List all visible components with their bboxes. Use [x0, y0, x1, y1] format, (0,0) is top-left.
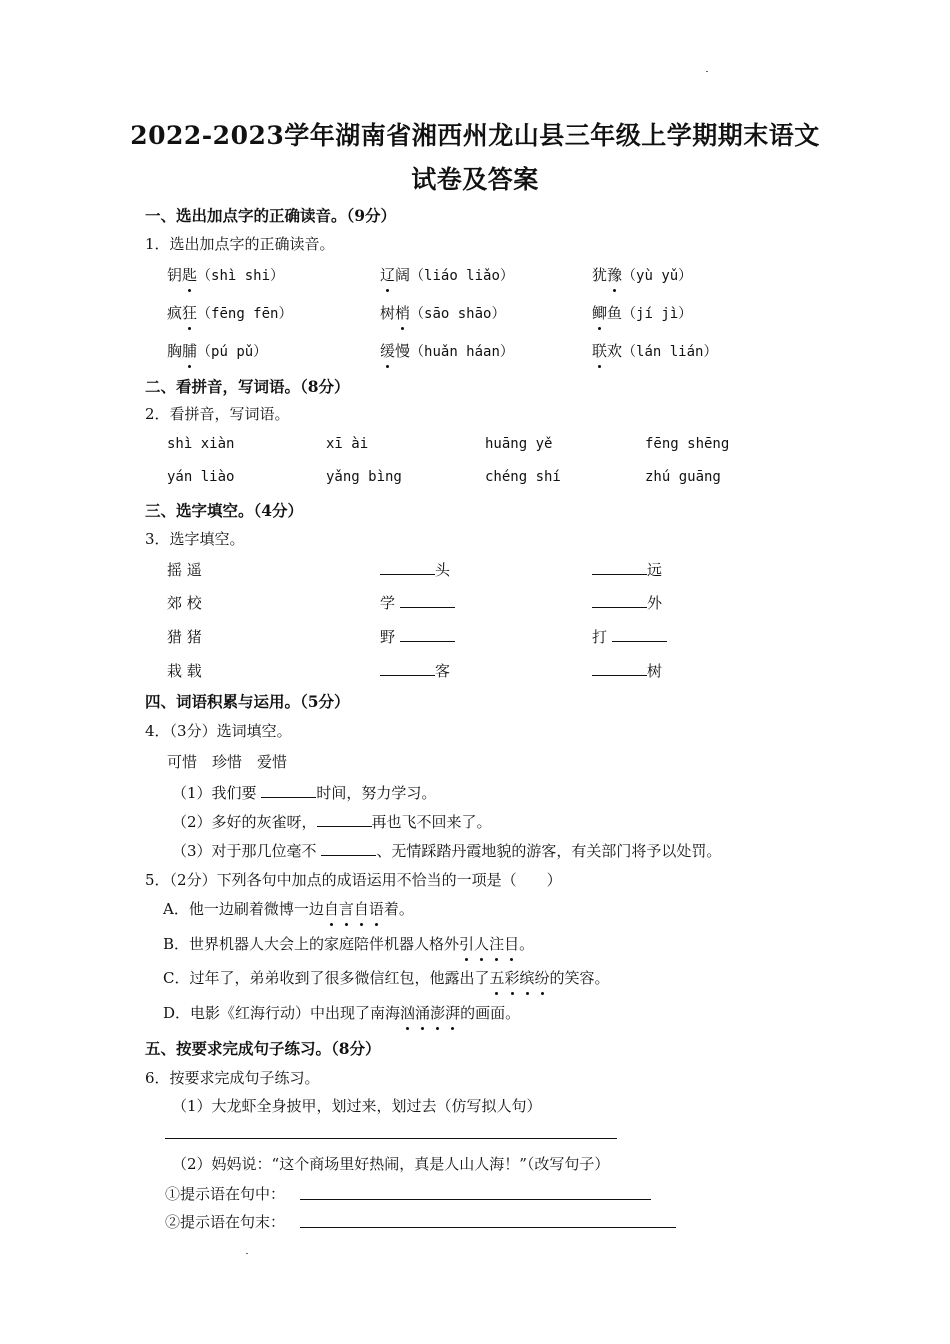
dot-char: 语	[368, 900, 384, 918]
answer-blank[interactable]	[592, 560, 647, 575]
page-title-line1: 2022-2023学年湖南省湘西州龙山县三年级上学期期末语文	[130, 121, 820, 150]
q3-stem: 3．选字填空。	[145, 530, 245, 548]
section-5-heading: 五、按要求完成句子练习。（8分）	[145, 1039, 381, 1058]
dotted-idiom	[489, 969, 549, 987]
dot-char: 人	[474, 935, 490, 953]
section-3-heading: 三、选字填空。（4分）	[145, 501, 304, 520]
dot-char: 湃	[445, 1004, 461, 1022]
q2-pinyin-5: yán liào	[167, 469, 235, 485]
dot-char: 自	[353, 900, 369, 918]
q3-pair-1: 摇 遥	[167, 561, 202, 579]
q6-answer-line-2a[interactable]	[300, 1199, 651, 1200]
q1-item-4: 疯狂（fēng fēn）	[167, 304, 293, 322]
dot-char: 匙	[182, 266, 198, 284]
dot-char: 涌	[415, 1004, 431, 1022]
bottom-dot-mark	[246, 1253, 248, 1254]
q3-fill-2a[interactable]: 学	[380, 592, 455, 613]
dot-char: 缤	[519, 969, 535, 987]
dotted-idiom	[400, 1004, 460, 1022]
q1-item-5: 树梢（sāo shāo）	[380, 304, 506, 322]
q2-pinyin-6: yǎng bìng	[326, 469, 402, 485]
dot-char: 五	[489, 969, 505, 987]
answer-blank[interactable]	[321, 841, 376, 856]
answer-blank[interactable]	[317, 812, 372, 827]
q1-item-1: 钥匙（shì shi）	[167, 266, 285, 284]
q6-part-1: （1）大龙虾全身披甲，划过来，划过去（仿写拟人句）	[172, 1097, 542, 1115]
q1-item-6: 鲫鱼（jí jì）	[592, 304, 693, 322]
dot-char: 注	[489, 935, 505, 953]
q3-pair-4: 栽 载	[167, 662, 202, 680]
dot-char: 梢	[395, 304, 411, 322]
answer-blank[interactable]	[592, 661, 647, 676]
dot-char: 澎	[430, 1004, 446, 1022]
q2-pinyin-4: fēng shēng	[645, 436, 730, 452]
q2-pinyin-1: shì xiàn	[167, 436, 235, 452]
dot-char: 汹	[400, 1004, 416, 1022]
q1-item-2: 辽阔（liáo liǎo）	[380, 266, 514, 284]
q5-stem: 5．（2分）下列各句中加点的成语运用不恰当的一项是（ ）	[145, 871, 562, 889]
q1-item-7: 胸脯（pú pǔ）	[167, 342, 268, 360]
q3-fill-3a[interactable]: 野	[380, 626, 455, 647]
q3-fill-2b[interactable]: 外	[592, 592, 662, 613]
q5-option-a[interactable]: A．他一边刷着微博一边自言自语着。	[163, 900, 414, 918]
q1-item-8: 缓慢（huǎn háan）	[380, 342, 514, 360]
q2-pinyin-7: chéng shí	[485, 469, 561, 485]
q2-pinyin-8: zhú guāng	[645, 469, 721, 485]
dotted-idiom	[324, 900, 384, 918]
answer-blank[interactable]	[400, 593, 455, 608]
dot-char: 缓	[380, 342, 396, 360]
top-dot-mark	[706, 71, 708, 72]
dot-char: 自	[323, 900, 339, 918]
q3-fill-3b[interactable]: 打	[592, 626, 667, 647]
answer-blank[interactable]	[261, 783, 316, 798]
page-title-line2: 试卷及答案	[411, 165, 539, 194]
q5-option-c[interactable]: C．过年了，弟弟收到了很多微信红包，他露出了五彩缤纷的笑容。	[163, 969, 610, 987]
dot-char: 纷	[534, 969, 550, 987]
dotted-idiom	[459, 935, 519, 953]
q6-part-2: （2）妈妈说：“这个商场里好热闹，真是人山人海！”（改写句子）	[172, 1155, 610, 1173]
dot-char: 豫	[607, 266, 623, 284]
dot-char: 彩	[504, 969, 520, 987]
dot-char: 引	[459, 935, 475, 953]
q4-word-choices: 可惜 珍惜 爱惜	[167, 753, 288, 771]
q5-option-d[interactable]: D．电影《红海行动）中出现了南海汹涌澎湃的画面。	[163, 1004, 521, 1022]
q3-fill-4a[interactable]: 客	[380, 660, 450, 681]
q4-stem: 4．（3分）选词填空。	[145, 722, 292, 740]
q4-sentence-2: （2）多好的灰雀呀， 再也飞不回来了。	[172, 813, 492, 831]
q2-stem: 2．看拼音，写词语。	[145, 405, 290, 423]
q3-fill-1b[interactable]: 远	[592, 559, 662, 580]
section-2-heading: 二、看拼音，写词语。（8分）	[145, 377, 350, 396]
dot-char: 辽	[380, 266, 396, 284]
dot-char: 言	[338, 900, 354, 918]
q4-sentence-3: （3）对于那几位毫不 、无情踩踏丹霞地貌的游客，有关部门将予以处罚。	[172, 842, 722, 860]
q2-pinyin-3: huāng yě	[485, 436, 553, 452]
q3-pair-3: 猎 猪	[167, 628, 202, 646]
answer-blank[interactable]	[612, 627, 667, 642]
q3-fill-4b[interactable]: 树	[592, 660, 662, 681]
dot-char: 脯	[182, 342, 198, 360]
section-4-heading: 四、词语积累与运用。（5分）	[145, 692, 350, 711]
q1-item-3: 犹豫（yù yǔ）	[592, 266, 693, 284]
q5-option-b[interactable]: B．世界机器人大会上的家庭陪伴机器人格外引人注目。	[163, 935, 535, 953]
answer-blank[interactable]	[592, 593, 647, 608]
q6-part-2a-label: ①提示语在句中：	[165, 1185, 286, 1203]
q3-fill-1a[interactable]: 头	[380, 559, 450, 580]
answer-blank[interactable]	[400, 627, 455, 642]
q2-pinyin-2: xī ài	[326, 436, 369, 452]
q1-stem: 1．选出加点字的正确读音。	[145, 235, 335, 253]
section-1-heading: 一、选出加点字的正确读音。（9分）	[145, 206, 397, 225]
answer-blank[interactable]	[380, 661, 435, 676]
q6-part-2b-label: ②提示语在句末：	[165, 1213, 286, 1231]
q4-sentence-1: （1）我们要 时间，努力学习。	[172, 784, 437, 802]
q3-pair-2: 郊 校	[167, 594, 202, 612]
dot-char: 狂	[182, 304, 198, 322]
dot-char: 目	[504, 935, 520, 953]
q6-stem: 6．按要求完成句子练习。	[145, 1069, 320, 1087]
q6-answer-line-1[interactable]	[165, 1138, 617, 1139]
dot-char: 联	[592, 342, 608, 360]
q6-answer-line-2b[interactable]	[300, 1227, 676, 1228]
answer-blank[interactable]	[380, 560, 435, 575]
dot-char: 鲫	[592, 304, 608, 322]
q1-item-9: 联欢（lán lián）	[592, 342, 718, 360]
